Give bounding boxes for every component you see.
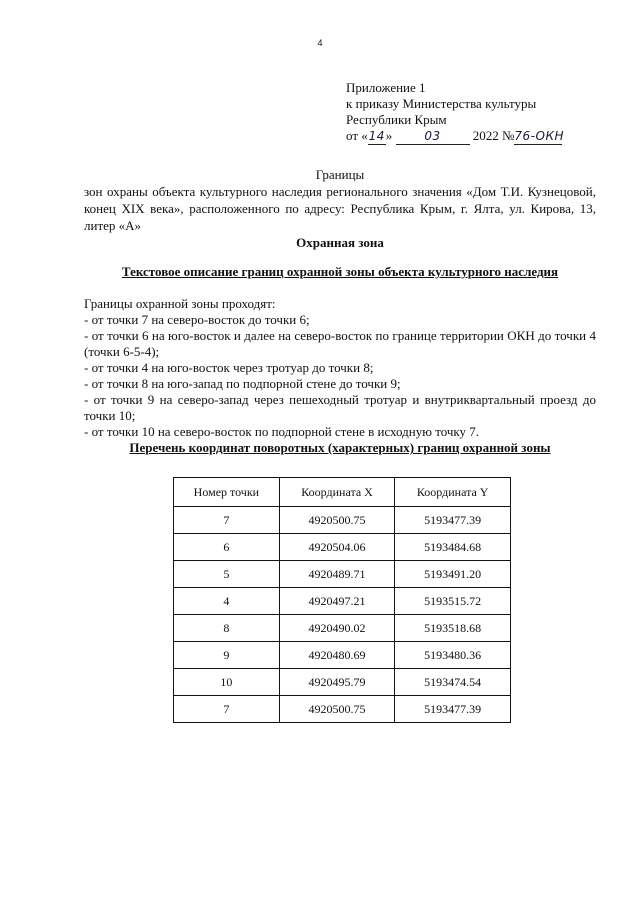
boundary-item: - от точки 10 на северо-восток по подпорной стене в исходную точку 7. — [84, 424, 480, 439]
column-header-point: Номер точки — [174, 478, 280, 507]
heading-description: зон охраны объекта культурного наследия регионального значения «Дом Т.И. Кузнецовой, конец XIX века», расположенного по адресу: Республика Крым, г. Ялта, ул. Кирова, 13, литер «А» — [84, 184, 596, 233]
boundary-item: - от точки 4 на юго-восток через тротуар до точки 8; — [84, 360, 374, 375]
coordinate-y: 5193474.54 — [395, 669, 511, 696]
column-header-y: Координата Y — [395, 478, 511, 507]
boundary-item: - от точки 9 на северо-запад через пешеходный тротуар и внутриквартальный проезд до точки 10; — [84, 392, 596, 423]
coordinate-x: 4920495.79 — [279, 669, 395, 696]
date-separator: » — [385, 128, 396, 143]
table-row — [174, 534, 511, 561]
table-row — [174, 696, 511, 723]
page-number: 4 — [317, 38, 323, 48]
point-number: 8 — [174, 615, 280, 642]
boundary-item: - от точки 6 на юго-восток и далее на северо-восток по границе территории ОКН до точки 4 (точки 6-5-4); — [84, 328, 596, 359]
point-number: 5 — [174, 561, 280, 588]
point-number: 7 — [174, 696, 280, 723]
coordinate-y: 5193480.36 — [395, 642, 511, 669]
coordinate-x: 4920500.75 — [279, 507, 395, 534]
coordinate-y: 5193515.72 — [395, 588, 511, 615]
boundary-intro: Границы охранной зоны проходят: — [84, 296, 276, 311]
coordinate-y: 5193491.20 — [395, 561, 511, 588]
coordinate-y: 5193518.68 — [395, 615, 511, 642]
table-row — [174, 615, 511, 642]
handwritten-day: 14 — [368, 129, 385, 143]
document-heading — [84, 166, 596, 234]
zone-title: Охранная зона — [296, 235, 384, 250]
coordinate-x: 4920480.69 — [279, 642, 395, 669]
coordinate-x: 4920500.75 — [279, 696, 395, 723]
boundary-item: - от точки 8 на юго-запад по подпорной стене до точки 9; — [84, 376, 401, 391]
coordinate-y: 5193477.39 — [395, 507, 511, 534]
appendix-block — [346, 80, 626, 145]
heading-title: Границы — [315, 167, 365, 182]
point-number: 7 — [174, 507, 280, 534]
appendix-date-line — [346, 128, 626, 145]
table-row — [174, 642, 511, 669]
date-prefix: от « — [346, 128, 368, 143]
table-row — [174, 588, 511, 615]
text-description-title: Текстовое описание границ охранной зоны объекта культурного наследия — [121, 264, 559, 279]
boundary-item: - от точки 7 на северо-восток до точки 6; — [84, 312, 310, 327]
coordinate-y: 5193477.39 — [395, 696, 511, 723]
coordinate-y: 5193484.68 — [395, 534, 511, 561]
coordinate-x: 4920497.21 — [279, 588, 395, 615]
boundary-description — [84, 296, 596, 440]
coordinate-x: 4920489.71 — [279, 561, 395, 588]
table-row — [174, 669, 511, 696]
coordinates-title: Перечень координат поворотных (характерных) границ охранной зоны — [129, 440, 551, 455]
handwritten-month: 03 — [396, 128, 470, 145]
point-number: 6 — [174, 534, 280, 561]
appendix-ministry-line: Республики Крым — [346, 112, 447, 127]
point-number: 9 — [174, 642, 280, 669]
coordinate-x: 4920504.06 — [279, 534, 395, 561]
point-number: 10 — [174, 669, 280, 696]
coordinates-table — [173, 477, 511, 723]
table-row — [174, 507, 511, 534]
column-header-x: Координата X — [279, 478, 395, 507]
coordinate-x: 4920490.02 — [279, 615, 395, 642]
table-row — [174, 561, 511, 588]
table-header-row — [174, 478, 511, 507]
appendix-title: Приложение 1 — [346, 80, 426, 95]
date-year: 2022 № — [469, 128, 515, 143]
appendix-order-line: к приказу Министерства культуры — [346, 96, 537, 111]
point-number: 4 — [174, 588, 280, 615]
handwritten-order-number: 76-ОКН — [514, 129, 565, 143]
